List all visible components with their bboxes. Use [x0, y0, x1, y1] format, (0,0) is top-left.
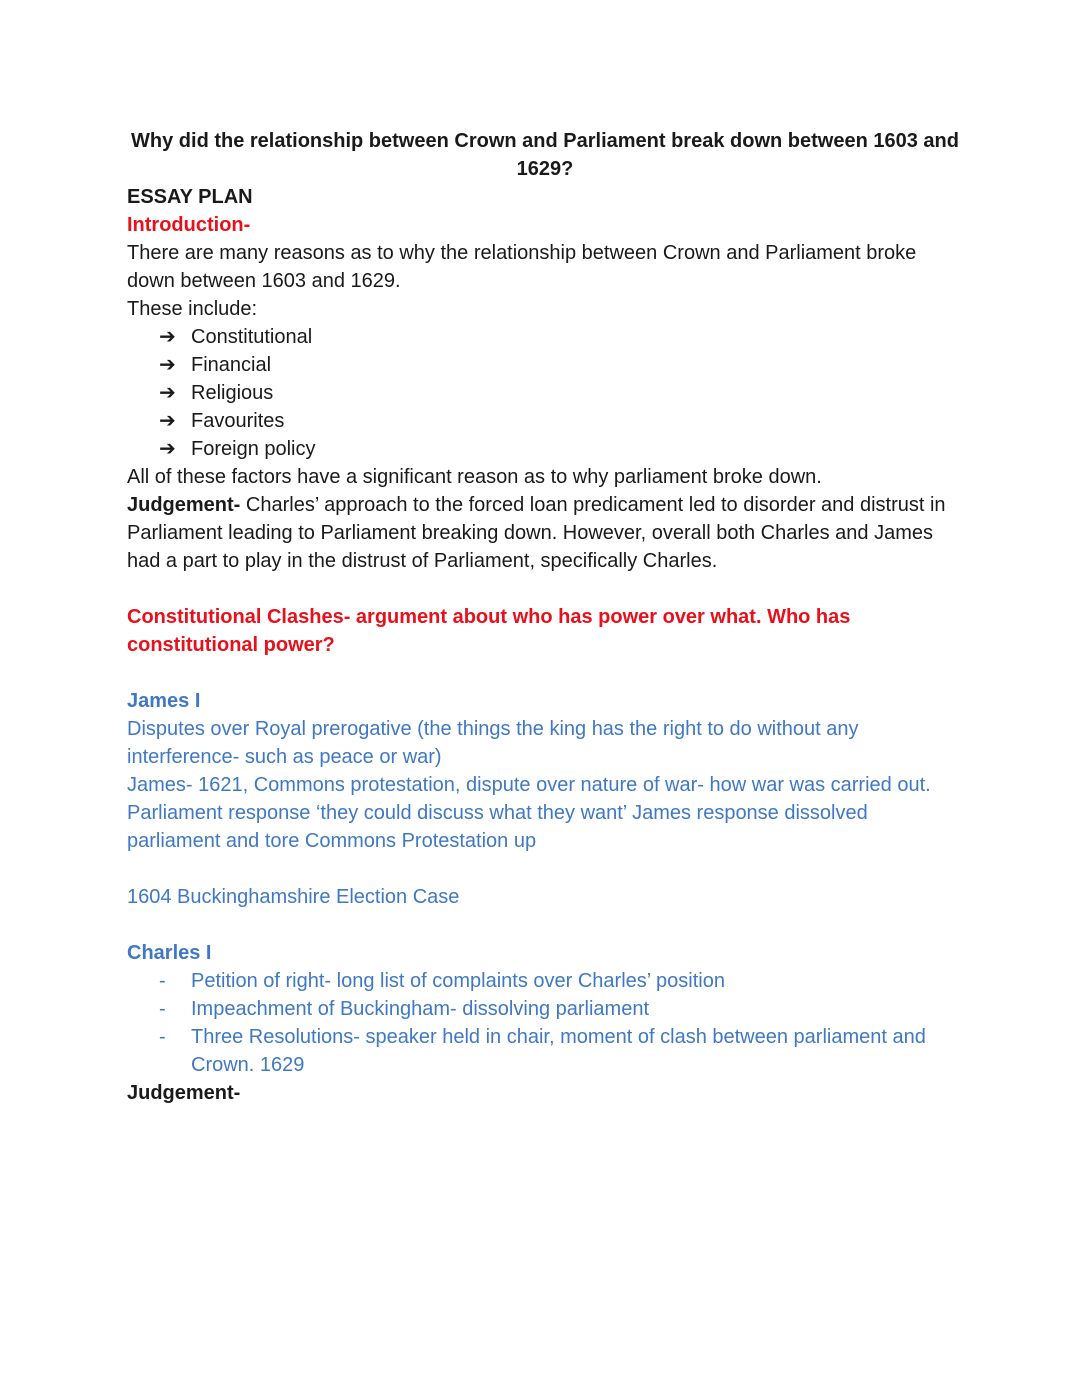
- list-item: [159, 323, 957, 351]
- factor-label: Foreign policy: [191, 438, 316, 460]
- charles-item: Petition of right- long list of complaints over Charles’ position: [191, 970, 725, 992]
- constitutional-judgement-label: Judgement-: [127, 1082, 241, 1104]
- list-item: [159, 967, 957, 995]
- judgement-text: Charles’ approach to the forced loan predicament led to disorder and distrust in Parliament leading to Parliament breaking down. However, overall both Charles and James had a part to play in the distrust of Parliament, specifically Charles.: [127, 494, 946, 572]
- james-paragraph-1: Disputes over Royal prerogative (the things the king has the right to do without any interference- such as peace or war): [127, 718, 859, 768]
- list-item: [159, 351, 957, 379]
- election-case: 1604 Buckinghamshire Election Case: [127, 886, 460, 908]
- factor-label: Religious: [191, 382, 274, 404]
- spacer: [127, 911, 957, 939]
- list-item: [159, 1023, 957, 1079]
- spacer: [127, 575, 957, 603]
- include-label: These include:: [127, 298, 258, 320]
- spacer: [127, 855, 957, 883]
- charles-list: [127, 967, 957, 1079]
- list-item: [159, 407, 957, 435]
- arrow-icon: ➔: [159, 326, 176, 348]
- factor-label: Financial: [191, 354, 272, 376]
- arrow-icon: ➔: [159, 382, 176, 404]
- dash-icon: -: [159, 998, 166, 1020]
- james-paragraph-2: James- 1621, Commons protestation, dispute over nature of war- how war was carried out. Parliament response ‘they could discuss what they want’ James response dissolved parliament and tore Commons Protestation up: [127, 774, 931, 852]
- list-item: [159, 995, 957, 1023]
- dash-icon: -: [159, 1026, 166, 1048]
- introduction-summary: All of these factors have a significant reason as to why parliament broke down.: [127, 466, 822, 488]
- charles-heading: Charles I: [127, 942, 212, 964]
- factors-list: [127, 323, 957, 463]
- james-heading: James I: [127, 690, 201, 712]
- dash-icon: -: [159, 970, 166, 992]
- introduction-heading: Introduction-: [127, 214, 251, 236]
- document-page: [127, 127, 957, 1107]
- introduction-paragraph: There are many reasons as to why the relationship between Crown and Parliament broke down between 1603 and 1629.: [127, 242, 917, 292]
- factor-label: Favourites: [191, 410, 285, 432]
- charles-item: Three Resolutions- speaker held in chair, moment of clash between parliament and Crown. 1629: [191, 1026, 926, 1076]
- spacer: [127, 659, 957, 687]
- arrow-icon: ➔: [159, 354, 176, 376]
- judgement-label: Judgement-: [127, 494, 241, 516]
- factor-label: Constitutional: [191, 326, 313, 348]
- constitutional-heading: Constitutional Clashes- argument about who has power over what. Who has constitutional power?: [127, 606, 851, 656]
- introduction-judgement: [127, 491, 957, 575]
- page-title: Why did the relationship between Crown and Parliament break down between 1603 and 1629?: [131, 130, 959, 180]
- essay-plan-heading: ESSAY PLAN: [127, 186, 253, 208]
- charles-item: Impeachment of Buckingham- dissolving parliament: [191, 998, 649, 1020]
- list-item: [159, 379, 957, 407]
- arrow-icon: ➔: [159, 410, 176, 432]
- arrow-icon: ➔: [159, 438, 176, 460]
- list-item: [159, 435, 957, 463]
